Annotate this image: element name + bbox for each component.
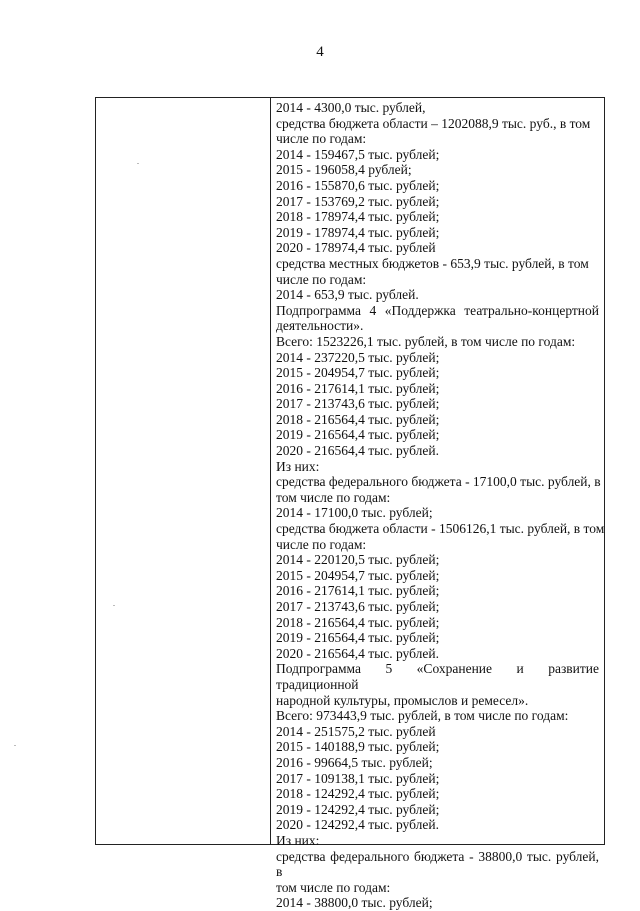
text-line: том числе по годам:	[276, 879, 391, 895]
text-line: 2014 - 653,9 тыс. рублей.	[276, 287, 419, 303]
text-line: деятельности».	[276, 318, 364, 334]
text-line: 2020 - 178974,4 тыс. рублей	[276, 240, 436, 256]
text-line: народной культуры, промыслов и ремесел».	[276, 692, 529, 708]
text-line: 2016 - 155870,6 тыс. рублей;	[276, 177, 440, 193]
text-line: средства федерального бюджета - 38800,0 тыс. рублей, в	[276, 848, 599, 880]
text-line: 2017 - 153769,2 тыс. рублей;	[276, 193, 440, 209]
text-line: 2019 - 216564,4 тыс. рублей;	[276, 427, 440, 443]
text-line: Всего: 973443,9 тыс. рублей, в том числе по годам:	[276, 708, 569, 724]
text-line: 2019 - 124292,4 тыс. рублей;	[276, 801, 440, 817]
text-line: 2018 - 178974,4 тыс. рублей;	[276, 209, 440, 225]
text-line: средства бюджета области – 1202088,9 тыс. руб., в том	[276, 115, 591, 131]
text-line: 2017 - 109138,1 тыс. рублей;	[276, 770, 440, 786]
text-line: средства бюджета области - 1506126,1 тыс. рублей, в том	[276, 521, 605, 537]
text-line: 2014 - 4300,0 тыс. рублей,	[276, 100, 426, 115]
text-line: Подпрограмма 4 «Поддержка театрально-концертной	[276, 302, 599, 318]
text-line: 2014 - 17100,0 тыс. рублей;	[276, 505, 433, 521]
text-line: 2014 - 38800,0 тыс. рублей;	[276, 895, 433, 911]
text-line: 2016 - 99664,5 тыс. рублей;	[276, 754, 433, 770]
column-divider	[270, 98, 271, 844]
text-line: 2016 - 217614,1 тыс. рублей;	[276, 380, 440, 396]
text-line: 2018 - 124292,4 тыс. рублей;	[276, 786, 440, 802]
text-line: 2014 - 237220,5 тыс. рублей;	[276, 349, 440, 365]
text-line: средства местных бюджетов - 653,9 тыс. рублей, в том	[276, 255, 589, 271]
scan-speck	[137, 163, 139, 164]
text-line: 2015 - 140188,9 тыс. рублей;	[276, 739, 440, 755]
text-line: 2015 - 204954,7 тыс. рублей;	[276, 365, 440, 381]
text-line: 2020 - 216564,4 тыс. рублей.	[276, 645, 439, 661]
text-line: Из них:	[276, 832, 320, 848]
text-line: 2015 - 204954,7 тыс. рублей;	[276, 567, 440, 583]
table-left-cell	[96, 98, 270, 844]
text-line: числе по годам:	[276, 131, 367, 147]
page-number: 4	[316, 44, 324, 60]
text-line: 2014 - 220120,5 тыс. рублей;	[276, 552, 440, 568]
text-line: 2014 - 159467,5 тыс. рублей;	[276, 146, 440, 162]
table-right-cell	[276, 100, 605, 911]
scan-speck	[113, 605, 115, 606]
text-line: 2019 - 216564,4 тыс. рублей;	[276, 630, 440, 646]
scan-speck	[14, 745, 16, 746]
funding-table	[95, 97, 605, 911]
text-line: 2020 - 124292,4 тыс. рублей.	[276, 817, 439, 833]
text-line: 2014 - 251575,2 тыс. рублей	[276, 723, 436, 739]
text-line: Подпрограмма 5 «Сохранение и развитие традиционной	[276, 661, 599, 692]
text-line: Из них:	[276, 458, 320, 474]
text-line: 2018 - 216564,4 тыс. рублей;	[276, 411, 440, 427]
text-line: 2017 - 213743,6 тыс. рублей;	[276, 396, 440, 412]
text-line: 2016 - 217614,1 тыс. рублей;	[276, 583, 440, 599]
text-line: 2018 - 216564,4 тыс. рублей;	[276, 614, 440, 630]
text-line: том числе по годам:	[276, 489, 391, 505]
text-line: 2020 - 216564,4 тыс. рублей.	[276, 443, 439, 459]
text-line: 2019 - 178974,4 тыс. рублей;	[276, 224, 440, 240]
text-line: 2015 - 196058,4 рублей;	[276, 162, 412, 178]
text-line: 2017 - 213743,6 тыс. рублей;	[276, 599, 440, 614]
text-line: Всего: 1523226,1 тыс. рублей, в том числе по годам:	[276, 333, 576, 349]
text-line: числе по годам:	[276, 536, 367, 552]
text-line: числе по годам:	[276, 271, 367, 287]
text-line: средства федерального бюджета - 17100,0 тыс. рублей, в	[276, 474, 601, 490]
